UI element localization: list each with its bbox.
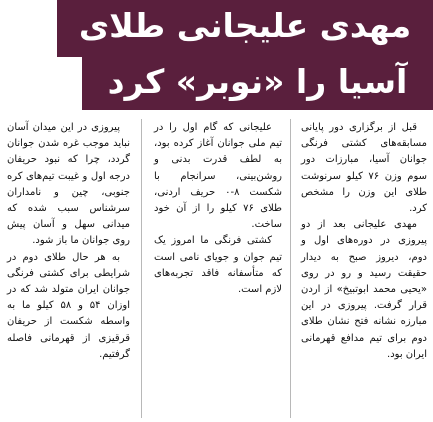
paragraph: به هر حال طلای دوم در شرایطی برای کشتی فرنگی جوانان ایران متولد شد که در اوزان ۵۴ و ۵۸ کیلو ما به واسطه شکست از حریفان قرقیزی از قهرمانی فاصله گرفتیم. — [7, 251, 130, 360]
column-divider-right — [290, 119, 291, 418]
column-divider-left — [141, 119, 142, 418]
article-column-right — [301, 120, 427, 363]
article-column-middle — [154, 120, 282, 298]
headline-line-2: آسیا را «نوبر» کرد — [82, 57, 433, 110]
paragraph: مهدی علیجانی بعد از دو پیروزی در دوره‌های اول و دوم، دیروز صبح به دیدار حقیقت رسید و رو در روی «یحیی محمد ابوتبیخ» از اردن قرار گرفت. پیروزی در این مبارزه نشانه فتح نشان طلای دوم برای تیم مدافع قهرمانی ایران بود. — [301, 219, 427, 360]
paragraph: کشتی فرنگی ما امروز یک تیم جوان و جویای نامی است که متأسفانه فاقد تجربه‌های لازم است. — [154, 235, 282, 296]
paragraph: پیروزی در این میدان آسان نباید موجب غره شدن جوانان گردد، چرا که نبود حریفان درجه اول و غیبت تیم‌های کره جنوبی، چین و نامداران سرشناس سبب شده که میدانی سهل و آسان پیش روی جوانان ما باز شود. — [7, 122, 130, 247]
article-column-left — [7, 120, 130, 363]
paragraph: قبل از برگزاری دور پایانی مسابقه‌های کشتی فرنگی جوانان آسیا، مبارزات دور سوم وزن ۷۶ کیلو سرنوشت طلای این وزن را مشخص کرد. — [301, 122, 427, 215]
paragraph: علیجانی که گام اول را در تیم ملی جوانان آغاز کرده بود، به لطف قدرت بدنی و روشن‌بینی، سرانجام با شکست ۸-۰ حریف اردنی، طلای ۷۶ کیلو را از آن خود ساخت. — [154, 122, 282, 231]
headline-line-1: مهدی علیجانی طلای — [57, 0, 433, 57]
